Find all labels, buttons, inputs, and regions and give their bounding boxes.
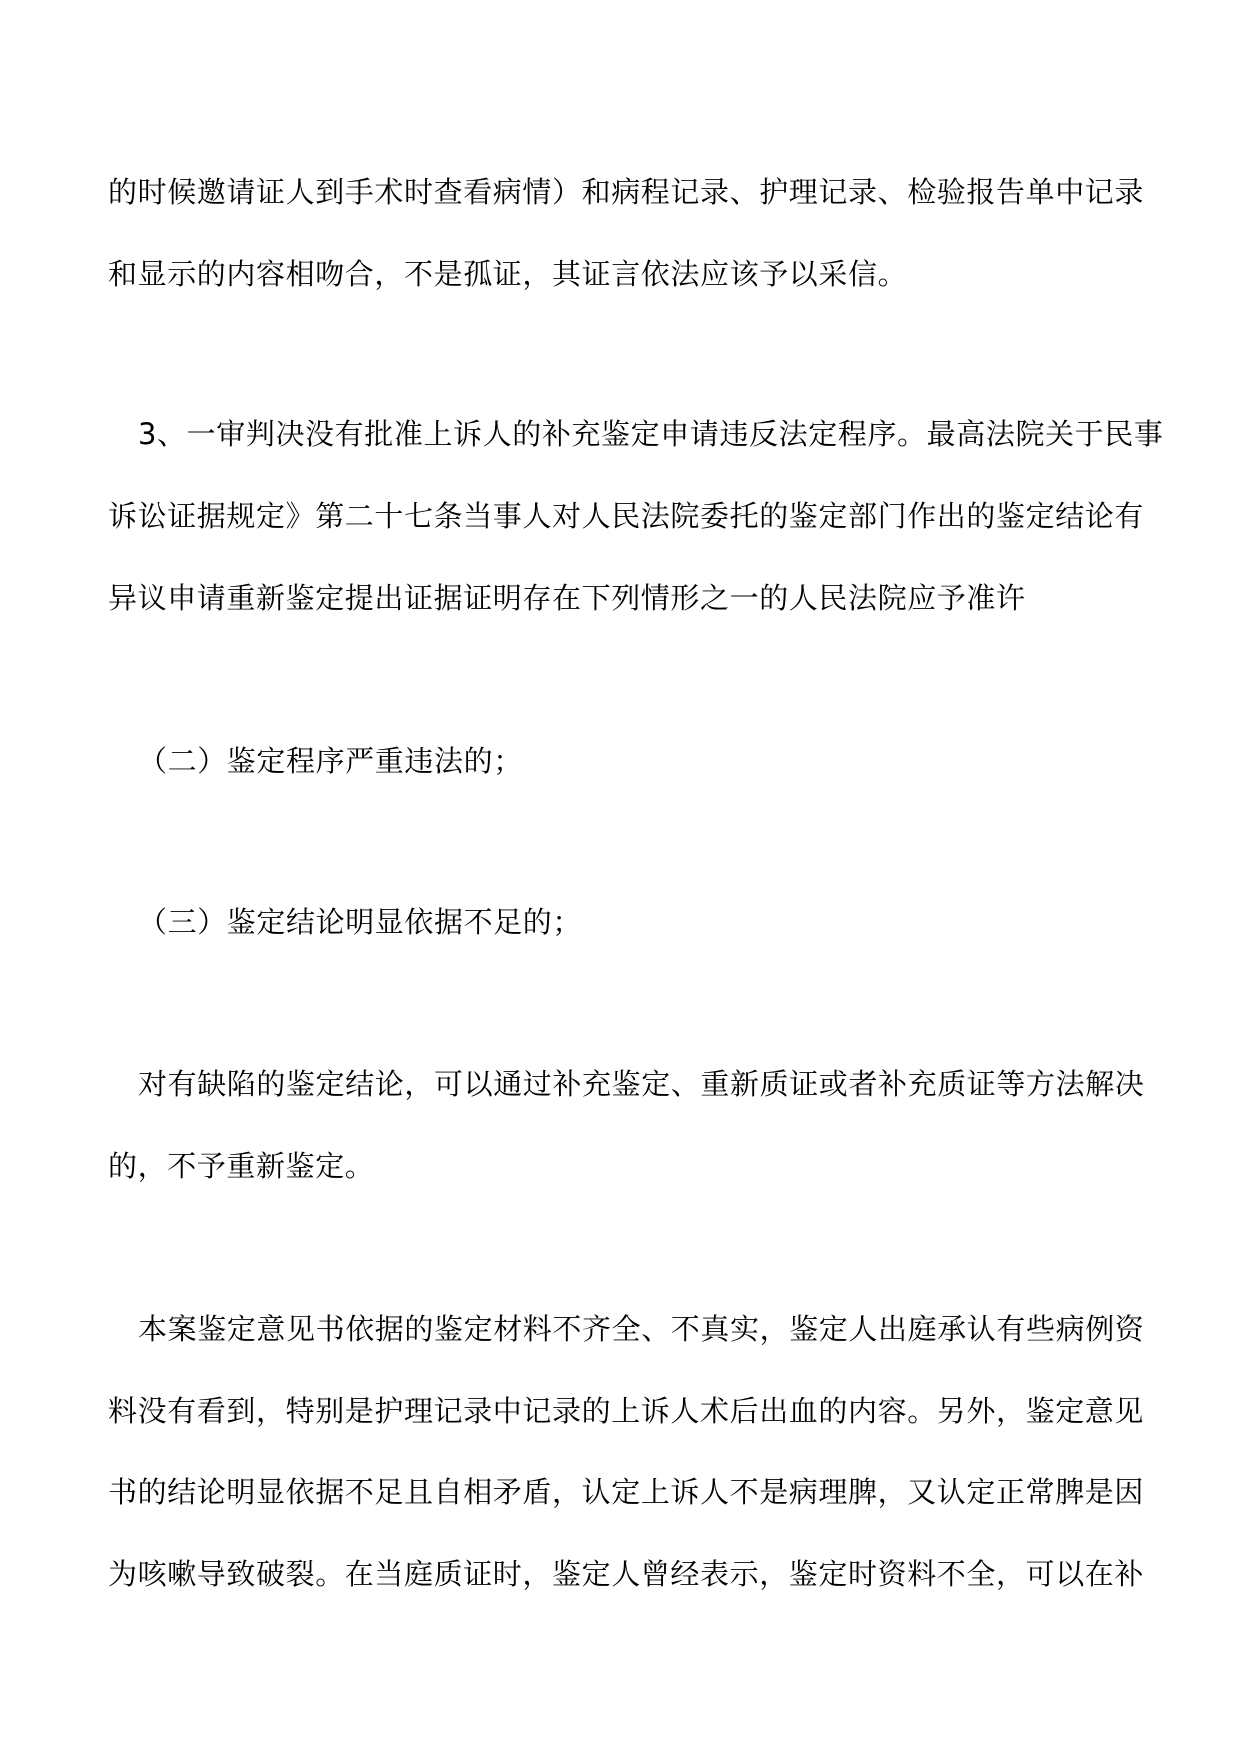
text-line: 3、一审判决没有批准上诉人的补充鉴定申请违反法定程序。最高法院关于民事 [138,417,1164,451]
text-line: 和显示的内容相吻合，不是孤证，其证言依法应该予以采信。 [108,257,908,291]
text-line: 书的结论明显依据不足且自相矛盾，认定上诉人不是病理脾，又认定正常脾是因 [108,1475,1145,1509]
text-line: 为咳嗽导致破裂。在当庭质证时，鉴定人曾经表示，鉴定时资料不全，可以在补 [108,1557,1145,1591]
text-line: 料没有看到，特别是护理记录中记录的上诉人术后出血的内容。另外，鉴定意见 [108,1394,1145,1428]
list-item: （二）鉴定程序严重违法的； [138,744,523,778]
text-line: 本案鉴定意见书依据的鉴定材料不齐全、不真实，鉴定人出庭承认有些病例资 [138,1312,1145,1346]
text-line: 对有缺陷的鉴定结论，可以通过补充鉴定、重新质证或者补充质证等方法解决 [138,1067,1145,1101]
text-line: 的时候邀请证人到手术时查看病情）和病程记录、护理记录、检验报告单中记录 [108,175,1145,209]
list-item: （三）鉴定结论明显依据不足的； [138,905,583,939]
text-line: 诉讼证据规定》第二十七条当事人对人民法院委托的鉴定部门作出的鉴定结论有 [108,499,1145,533]
text-line: 的，不予重新鉴定。 [108,1149,375,1183]
text-line: 异议申请重新鉴定提出证据证明存在下列情形之一的人民法院应予准许 [108,581,1026,615]
